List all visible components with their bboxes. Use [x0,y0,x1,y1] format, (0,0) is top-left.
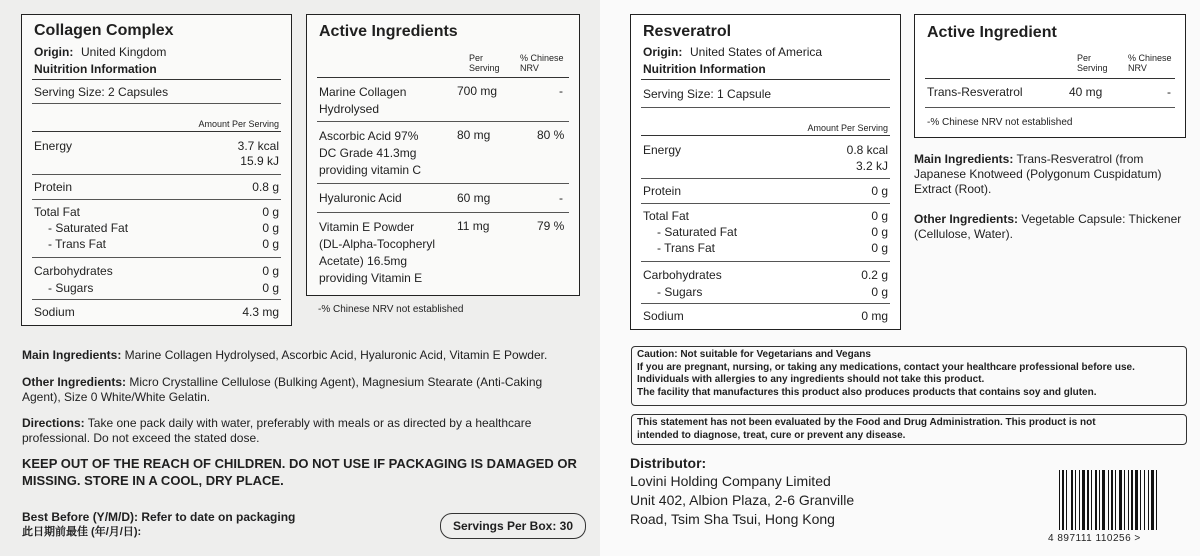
main-ingredients [22,348,587,363]
energy-kj: 15.9 kJ [240,154,279,168]
other-ingredients-text: Vegetable Capsule: Thickener (Cellulose, Water). [914,212,1182,241]
divider [317,212,569,213]
ingredient-amount: 80 mg [457,128,491,142]
divider [32,174,281,175]
ingredient-name: Ascorbic Acid 97% DC Grade 41.3mg providing vitamin C [319,129,422,177]
main-ingredients-text: Marine Collagen Hydrolysed, Ascorbic Acid, Hyaluronic Acid, Vitamin E Powder. [121,348,548,362]
main-ingredients-text: Trans-Resveratrol (from Japanese Knotweed (Polygonum Cuspidatum) Extract (Root). [914,152,1162,196]
divider [641,303,890,304]
main-ingredients [914,152,1186,197]
ingredient-nrv: - [559,84,563,98]
product-name: Collagen Complex [34,22,174,39]
total-fat-label: Total Fat [34,205,81,219]
origin-value: United Kingdom [81,45,167,59]
sugars-value: 0 g [262,281,279,295]
right-panel-resveratrol [600,0,1200,556]
nutrition-title: Nuitrition Information [34,62,157,76]
other-ingredients [22,375,567,405]
collagen-nutrition-box [21,14,292,326]
caution-line: If you are pregnant, nursing, or taking any medications, contact your healthcare professional before use. [637,361,1135,373]
divider [32,103,281,104]
divider [641,178,890,179]
serving-size: Serving Size: 1 Capsule [643,87,772,101]
origin-value: United States of America [690,45,823,59]
best-before: Best Before (Y/M/D): Refer to date on packaging [22,510,296,524]
protein-value: 0.8 g [252,180,279,194]
total-fat-value: 0 g [262,205,279,219]
serving-size: Serving Size: 2 Capsules [34,85,169,99]
trans-fat-value: 0 g [262,237,279,251]
energy-kj: 3.2 kJ [855,159,888,173]
energy-kcal: 3.7 kcal [237,139,279,153]
ingredient-name: Vitamin E Powder (DL-Alpha-Tocopheryl Acetate) 16.5mg providing Vitamin E [319,220,436,285]
directions-label: Directions: [22,416,85,430]
distributor-line: Unit 402, Albion Plaza, 2-6 Granville [630,492,855,508]
ingredient-amount: 60 mg [457,191,491,205]
carbs-value: 0.2 g [861,268,888,282]
ingredient-name: Trans-Resveratrol [927,85,1023,99]
ingredient-name: Hyaluronic Acid [319,191,402,205]
caution-line: The facility that manufactures this product also produces products that contains soy and gluten. [637,386,1097,398]
directions-text: Take one pack daily with water, preferably with meals or as directed by a healthcare professional. Do not exceed the stated dose. [22,416,532,445]
trans-fat-label: - Trans Fat [657,241,716,255]
divider [32,257,281,258]
ingredient-nrv: - [559,191,563,205]
sugars-value: 0 g [871,285,888,299]
ingredient-amount: 700 mg [457,84,498,98]
divider [641,203,890,204]
carbs-label: Carbohydrates [643,268,722,282]
total-fat-value: 0 g [871,209,888,223]
col-nrv: % Chinese NRV [520,53,564,73]
sodium-label: Sodium [34,305,75,319]
barcode-digits: 4 897111 110256 > [1048,533,1141,544]
trans-fat-value: 0 g [871,241,888,255]
energy-label: Energy [643,143,682,157]
ingredient-nrv: - [1167,85,1171,99]
sugars-label: - Sugars [48,281,94,295]
divider [641,261,890,262]
divider [925,107,1175,108]
main-ingredients-label: Main Ingredients: [22,348,122,362]
distributor-label: Distributor: [630,455,707,471]
energy-label: Energy [34,139,73,153]
best-before-cn: 此日期前最佳 (年/月/日): [22,526,142,538]
nrv-footnote: -% Chinese NRV not established [318,304,464,315]
caution-line: Caution: Not suitable for Vegetarians and Vegans [637,349,871,360]
nrv-footnote: -% Chinese NRV not established [927,117,1073,128]
col-per-serving: Per Serving [469,53,500,73]
other-ingredients-text: Micro Crystalline Cellulose (Bulking Agent), Magnesium Stearate (Anti-Caking Agent), Size 0 White/White Gelatin. [22,375,543,404]
other-ingredients-label: Other Ingredients: [22,375,127,389]
other-ingredients-label: Other Ingredients: [914,212,1019,226]
divider [32,199,281,200]
collagen-active-box [306,14,580,296]
servings-per-box-badge: Servings Per Box: 30 [440,513,586,539]
total-fat-label: Total Fat [643,209,690,223]
origin-label: Origin: [34,45,74,59]
barcode [1057,470,1183,532]
divider [32,131,281,132]
resveratrol-active-box [914,14,1186,138]
divider [317,183,569,184]
divider [641,79,890,80]
sat-fat-value: 0 g [871,225,888,239]
sat-fat-value: 0 g [262,221,279,235]
other-ingredients [914,212,1186,242]
active-title: Active Ingredient [927,24,1057,41]
sugars-label: - Sugars [657,285,703,299]
caution-box [631,346,1187,406]
divider [641,135,890,136]
col-per-serving: Per Serving [1077,53,1108,73]
carbs-label: Carbohydrates [34,264,113,278]
divider [641,107,890,108]
fda-line: intended to diagnose, treat, cure or prevent any disease. [637,429,906,441]
ingredient-name: Marine Collagen Hydrolysed [319,85,407,116]
protein-value: 0 g [871,184,888,198]
divider [317,121,569,122]
fda-line: This statement has not been evaluated by the Food and Drug Administration. This product is not [637,417,1096,428]
distributor-line: Road, Tsim Sha Tsui, Hong Kong [630,511,835,527]
nutrition-title: Nuitrition Information [643,62,766,76]
origin-label: Origin: [643,45,683,59]
carbs-value: 0 g [262,264,279,278]
ingredient-amount: 11 mg [457,219,490,233]
amount-header: Amount Per Serving [807,123,888,133]
sat-fat-label: - Saturated Fat [657,225,738,239]
directions [22,416,567,446]
protein-label: Protein [643,184,682,198]
col-nrv: % Chinese NRV [1128,53,1172,73]
main-ingredients-label: Main Ingredients: [914,152,1014,166]
sodium-label: Sodium [643,309,684,323]
amount-header: Amount Per Serving [198,119,279,129]
storage-warning: KEEP OUT OF THE REACH OF CHILDREN. DO NOT USE IF PACKAGING IS DAMAGED OR MISSING. STORE IN A COOL, DRY PLACE. [22,456,577,488]
sodium-value: 0 mg [861,309,888,323]
ingredient-amount: 40 mg [1069,85,1103,99]
divider [32,299,281,300]
resveratrol-nutrition-box [630,14,901,330]
divider [317,77,569,78]
protein-label: Protein [34,180,73,194]
ingredient-nrv: 79 % [537,219,565,233]
energy-kcal: 0.8 kcal [846,143,888,157]
fda-statement-box [631,414,1187,445]
distributor-line: Lovini Holding Company Limited [630,473,831,489]
divider [32,79,281,80]
product-name: Resveratrol [643,23,732,40]
ingredient-nrv: 80 % [537,128,565,142]
trans-fat-label: - Trans Fat [48,237,107,251]
active-title: Active Ingredients [319,23,458,40]
caution-line: Individuals with allergies to any ingredients should not take this product. [637,374,985,385]
sodium-value: 4.3 mg [242,305,279,319]
divider [925,78,1175,79]
sat-fat-label: - Saturated Fat [48,221,129,235]
